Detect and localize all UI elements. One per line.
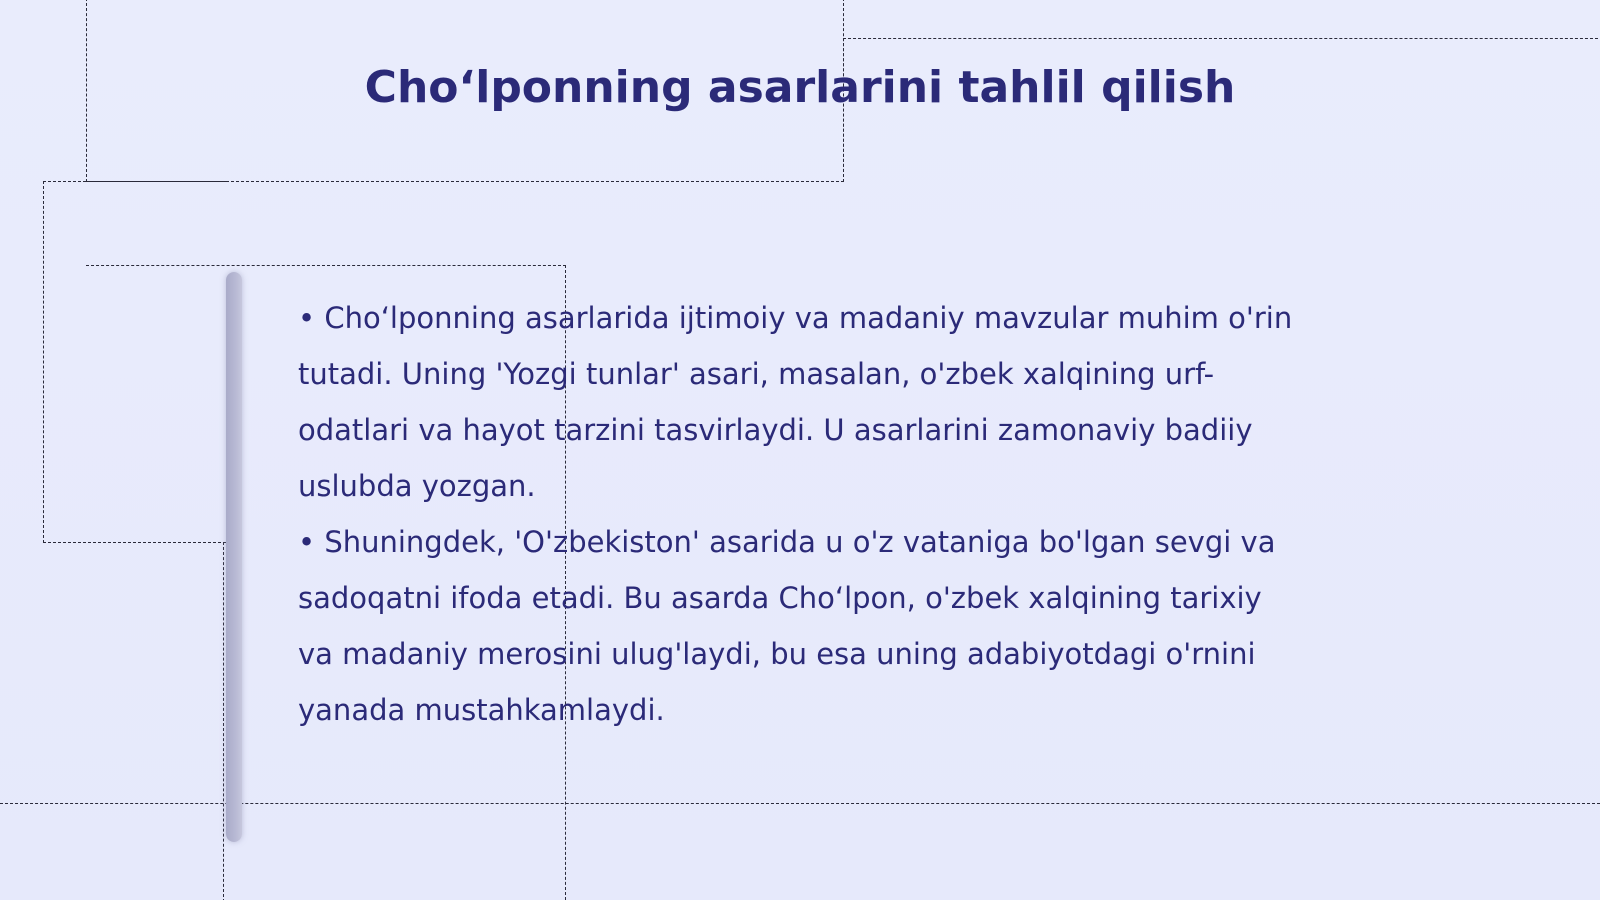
bullet-paragraph-1: • Cho‘lponning asarlarida ijtimoiy va madaniy mavzular muhim o'rin tutadi. Uning 'Yozgi tunlar' asari, masalan, o'zbek xalqining urf-odatlari va hayot tarzini tasvirlaydi. U asarlarini zamonaviy badiiy uslubda yozgan. xyxy=(298,301,1293,503)
accent-bar xyxy=(226,272,242,842)
slide-body xyxy=(298,290,1298,738)
deco-frame-left xyxy=(43,181,226,543)
deco-line-vertical xyxy=(223,542,224,900)
slide-title: Cho‘lponning asarlarini tahlil qilish xyxy=(364,62,1236,113)
bullet-paragraph-2: • Shuningdek, 'O'zbekiston' asarida u o'z vataniga bo'lgan sevgi va sadoqatni ifoda etadi. Bu asarda Cho‘lpon, o'zbek xalqining tarixiy va madaniy merosini ulug'laydi, bu esa uning adabiyotdagi o'rnini yanada mustahkamlaydi. xyxy=(298,525,1276,727)
